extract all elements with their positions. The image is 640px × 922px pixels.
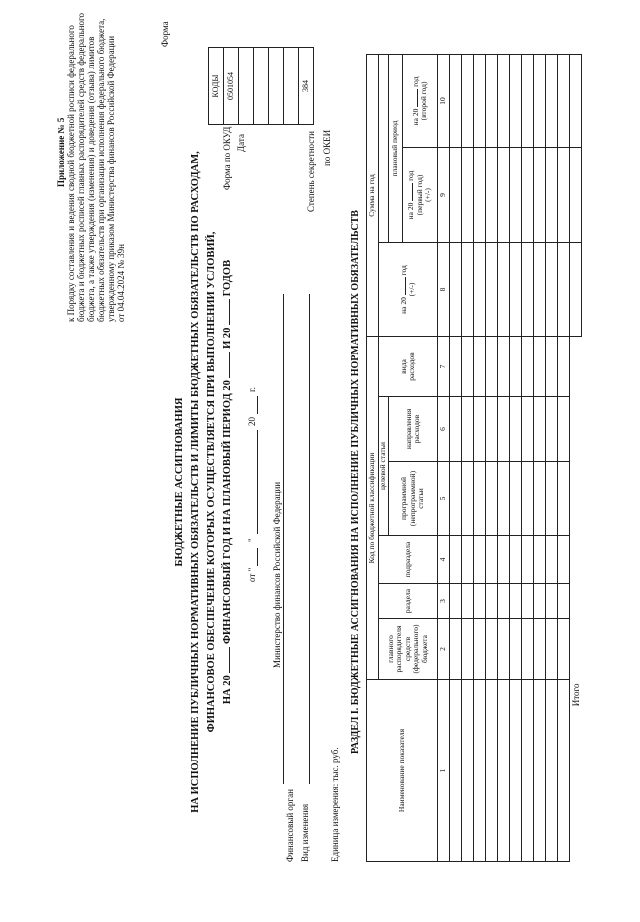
table-row xyxy=(450,54,462,861)
table-cell[interactable] xyxy=(546,397,558,462)
table-cell[interactable] xyxy=(474,680,486,862)
table-row xyxy=(546,54,558,861)
col-direction-header: направления расходов xyxy=(389,397,438,462)
table-cell[interactable] xyxy=(546,147,558,242)
table-cell[interactable] xyxy=(462,242,474,336)
appendix-text xyxy=(66,12,126,322)
table-cell[interactable] xyxy=(522,680,534,862)
table-row xyxy=(558,54,570,861)
table-row xyxy=(534,54,546,861)
col-number: 7 xyxy=(438,336,450,396)
total-row xyxy=(570,54,582,861)
table-cell[interactable] xyxy=(450,336,462,396)
table-cell[interactable] xyxy=(462,397,474,462)
column-number-row xyxy=(438,54,450,861)
table-cell[interactable] xyxy=(534,462,546,536)
main-table xyxy=(366,54,582,862)
title-line-4: НА 20 ФИНАНСОВЫЙ ГОД И НА ПЛАНОВЫЙ ПЕРИОД 20 И 20 ГОДОВ xyxy=(222,259,233,705)
table-cell[interactable] xyxy=(486,584,498,619)
table-cell[interactable] xyxy=(474,619,486,680)
table-cell[interactable] xyxy=(486,242,498,336)
table-cell[interactable] xyxy=(510,462,522,536)
col-number: 3 xyxy=(438,584,450,619)
table-cell[interactable] xyxy=(534,54,546,147)
table-cell[interactable] xyxy=(510,619,522,680)
table-cell[interactable] xyxy=(510,584,522,619)
change-type-label: Вид изменения xyxy=(300,803,310,862)
table-cell[interactable] xyxy=(450,584,462,619)
table-cell[interactable] xyxy=(462,619,474,680)
appendix-title: Приложение № 5 xyxy=(56,117,66,187)
col-vid-header: вида расходов xyxy=(379,336,438,396)
table-cell[interactable] xyxy=(558,584,570,619)
table-cell[interactable] xyxy=(522,336,534,396)
table-cell[interactable] xyxy=(546,336,558,396)
col-number: 2 xyxy=(438,619,450,680)
table-cell[interactable] xyxy=(450,147,462,242)
table-cell[interactable] xyxy=(510,336,522,396)
table-cell[interactable] xyxy=(510,54,522,147)
col-number: 4 xyxy=(438,536,450,584)
table-cell[interactable] xyxy=(498,619,510,680)
table-cell[interactable] xyxy=(558,336,570,396)
fin-organ-value: Министерство финансов Российской Федерации xyxy=(272,481,282,668)
table-cell[interactable] xyxy=(474,54,486,147)
table-cell[interactable] xyxy=(498,680,510,862)
table-cell[interactable] xyxy=(546,242,558,336)
blank-code[interactable] xyxy=(269,48,284,125)
table-cell[interactable] xyxy=(450,680,462,862)
col-podrazdel-header: подраздела xyxy=(379,536,438,584)
table-cell[interactable] xyxy=(498,584,510,619)
appendix-line: от 04.04.2024 № 39н xyxy=(116,244,126,322)
table-cell[interactable] xyxy=(498,397,510,462)
okud-label: Форма по ОКУД xyxy=(222,126,232,190)
table-cell[interactable] xyxy=(498,536,510,584)
table-cell[interactable] xyxy=(498,462,510,536)
col-program-header: программной (непрограммной) статьи xyxy=(389,462,438,536)
table-cell[interactable] xyxy=(522,619,534,680)
table-cell[interactable] xyxy=(522,242,534,336)
table-cell[interactable] xyxy=(534,584,546,619)
table-cell[interactable] xyxy=(486,462,498,536)
table-cell[interactable] xyxy=(510,147,522,242)
plan-period-spacer xyxy=(379,54,389,242)
table-cell[interactable] xyxy=(534,536,546,584)
appendix-line: бюджета, а также утверждения (изменения) и доведения (отзыва) лимитов xyxy=(86,36,96,322)
codes-header: КОДЫ xyxy=(209,48,224,125)
plan-period-header: плановый период xyxy=(389,54,403,242)
table-cell[interactable] xyxy=(450,242,462,336)
date-line: от " " 20 г. xyxy=(247,387,257,582)
table-cell[interactable] xyxy=(546,584,558,619)
table-cell[interactable] xyxy=(522,462,534,536)
table-cell[interactable] xyxy=(510,242,522,336)
table-cell[interactable] xyxy=(534,397,546,462)
date-code[interactable] xyxy=(239,48,254,125)
table-cell[interactable] xyxy=(498,147,510,242)
table-cell[interactable] xyxy=(486,536,498,584)
table-cell[interactable] xyxy=(462,584,474,619)
table-cell[interactable] xyxy=(534,336,546,396)
table-cell[interactable] xyxy=(522,54,534,147)
table-cell[interactable] xyxy=(558,54,570,147)
table-cell[interactable] xyxy=(474,462,486,536)
table-cell[interactable] xyxy=(462,680,474,862)
col-number: 10 xyxy=(438,54,450,147)
col-first-year-header: на 20 год (первый год) (+/-) xyxy=(403,147,438,242)
col-number: 9 xyxy=(438,147,450,242)
unit-label: Единица измерения: тыс. руб. xyxy=(330,747,340,862)
table-cell[interactable] xyxy=(474,242,486,336)
table-cell[interactable] xyxy=(486,147,498,242)
okud-code: 0501054 xyxy=(224,48,239,125)
blank-code[interactable] xyxy=(284,48,299,125)
table-cell[interactable] xyxy=(510,397,522,462)
table-row xyxy=(486,54,498,861)
table-row xyxy=(474,54,486,861)
okei-code: 384 xyxy=(299,48,314,125)
table-cell[interactable] xyxy=(462,462,474,536)
table-row xyxy=(498,54,510,861)
document-title xyxy=(172,102,236,862)
secrecy-label: Степень секретности xyxy=(306,131,316,212)
title-line-3: ФИНАНСОВОЕ ОБЕСПЕЧЕНИЕ КОТОРЫХ ОСУЩЕСТВЛЯЕТСЯ ПРИ ВЫПОЛНЕНИИ УСЛОВИЙ, xyxy=(206,231,217,733)
table-cell[interactable] xyxy=(462,336,474,396)
table-cell[interactable] xyxy=(498,336,510,396)
table-cell[interactable] xyxy=(534,680,546,862)
col-number: 5 xyxy=(438,462,450,536)
table-cell[interactable] xyxy=(450,462,462,536)
table-cell[interactable] xyxy=(498,242,510,336)
table-cell[interactable] xyxy=(486,397,498,462)
table-cell[interactable] xyxy=(546,619,558,680)
table-body xyxy=(450,54,570,861)
col-current-year-header: на 20 год (+/-) xyxy=(379,242,438,336)
total-cell[interactable] xyxy=(570,147,582,242)
title-line-2: НА ИСПОЛНЕНИЕ ПУБЛИЧНЫХ НОРМАТИВНЫХ ОБЯЗАТЕЛЬСТВ И ЛИМИТЫ БЮДЖЕТНЫХ ОБЯЗАТЕЛЬСТВ ПО РАСХОДАМ, xyxy=(190,151,201,813)
col-second-year-header: на 20 год (второй год) xyxy=(403,54,438,147)
title-line-1: БЮДЖЕТНЫЕ АССИГНОВАНИЯ xyxy=(174,397,185,567)
table-cell[interactable] xyxy=(546,536,558,584)
table-cell[interactable] xyxy=(558,619,570,680)
table-cell[interactable] xyxy=(474,584,486,619)
table-cell[interactable] xyxy=(546,680,558,862)
table-cell[interactable] xyxy=(474,397,486,462)
table-cell[interactable] xyxy=(474,336,486,396)
appendix-line: к Порядку составления и ведения сводной бюджетной росписи федерального xyxy=(66,25,76,322)
sum-group-header: Сумма на год xyxy=(367,54,379,336)
codes-table xyxy=(208,47,314,125)
appendix-line: бюджетных обязательств при организации исполнения федерального бюджета, xyxy=(96,18,106,322)
table-cell[interactable] xyxy=(486,680,498,862)
col-number: 8 xyxy=(438,242,450,336)
table-cell[interactable] xyxy=(510,536,522,584)
form-label: Форма xyxy=(160,21,170,47)
table-cell[interactable] xyxy=(558,680,570,862)
table-cell[interactable] xyxy=(558,462,570,536)
table-cell[interactable] xyxy=(522,147,534,242)
target-group-header: целевой статьи xyxy=(379,397,389,536)
col-razdel-header: раздела xyxy=(379,584,438,619)
table-cell[interactable] xyxy=(462,147,474,242)
col-number: 6 xyxy=(438,397,450,462)
table-cell[interactable] xyxy=(558,147,570,242)
table-cell[interactable] xyxy=(486,336,498,396)
table-cell[interactable] xyxy=(450,397,462,462)
appendix-line: утвержденному приказом Министерства финансов Российской Федерации xyxy=(106,35,116,322)
table-row xyxy=(462,54,474,861)
table-cell[interactable] xyxy=(534,147,546,242)
table-cell[interactable] xyxy=(522,584,534,619)
section-title: РАЗДЕЛ I. БЮДЖЕТНЫЕ АССИГНОВАНИЯ НА ИСПОЛНЕНИЕ ПУБЛИЧНЫХ НОРМАТИВНЫХ ОБЯЗАТЕЛЬСТВ xyxy=(350,210,361,754)
table-cell[interactable] xyxy=(534,242,546,336)
table-cell[interactable] xyxy=(522,397,534,462)
okei-label: по ОКЕИ xyxy=(322,129,332,166)
table-row xyxy=(522,54,534,861)
table-cell[interactable] xyxy=(450,536,462,584)
table-cell[interactable] xyxy=(510,680,522,862)
table-cell[interactable] xyxy=(450,619,462,680)
table-cell[interactable] xyxy=(558,242,570,336)
table-cell[interactable] xyxy=(522,536,534,584)
table-cell[interactable] xyxy=(486,54,498,147)
total-cell[interactable] xyxy=(570,242,582,336)
date-label: Дата xyxy=(236,134,246,152)
table-cell[interactable] xyxy=(486,619,498,680)
table-cell[interactable] xyxy=(498,54,510,147)
table-cell[interactable] xyxy=(462,54,474,147)
table-cell[interactable] xyxy=(546,54,558,147)
col-name-header: Наименование показателя xyxy=(367,680,438,862)
table-cell[interactable] xyxy=(450,54,462,147)
table-cell[interactable] xyxy=(534,619,546,680)
blank-code[interactable] xyxy=(254,48,269,125)
col-glav-header: главного распорядителя средств (федерального) бюджета xyxy=(379,619,438,680)
table-row xyxy=(510,54,522,861)
total-cell[interactable] xyxy=(570,54,582,147)
appendix-line: бюджета и бюджетных росписей главных распорядителей средств федерального xyxy=(76,13,86,322)
code-group-header: Код по бюджетной классификации xyxy=(367,336,379,679)
table-cell[interactable] xyxy=(546,462,558,536)
table-cell[interactable] xyxy=(558,536,570,584)
table-cell[interactable] xyxy=(474,147,486,242)
table-cell[interactable] xyxy=(474,536,486,584)
fin-organ-label: Финансовый орган xyxy=(285,789,295,862)
table-cell[interactable] xyxy=(558,397,570,462)
table-cell[interactable] xyxy=(462,536,474,584)
total-label: Итого xyxy=(570,683,581,707)
col-number: 1 xyxy=(438,680,450,862)
